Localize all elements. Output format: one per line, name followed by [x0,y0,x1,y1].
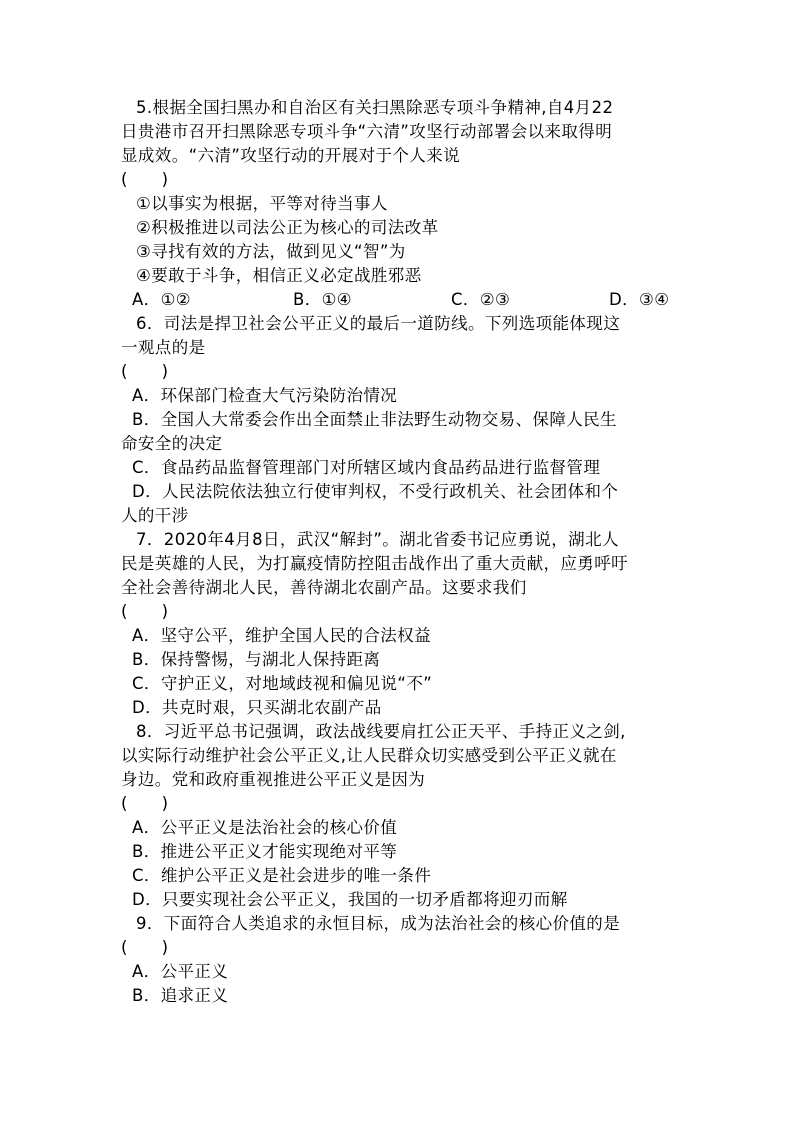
question-stem-line: 9．下面符合人类追求的永恒目标，成为法治社会的核心价值的是 [136,914,621,933]
question-stem-line: 8．习近平总书记强调，政法战线要肩扛公正天平、手持正义之剑, [136,722,626,741]
question-stem-line: 一观点的是 [121,338,206,357]
statement-item: ③寻找有效的方法，做到见义“智”为 [136,242,406,261]
option-b: B．全国人大常委会作出全面禁止非法野生动物交易、保障人民生 [132,410,617,429]
question-stem-line: 日贵港市召开扫黑除恶专项斗争“六清”攻坚行动部署会以来取得明 [121,122,613,141]
option-c: C．守护正义，对地域歧视和偏见说“不” [132,674,433,693]
question-9 [121,912,676,1008]
question-list [121,96,676,1008]
question-stem-line: 以实际行动维护社会公平正义,让人民群众切实感受到公平正义就在 [121,746,617,765]
answer-blank: ( ) [121,362,169,381]
question-5 [121,96,676,312]
option-c: C．②③ [451,290,511,309]
option-a: A．公平正义是法治社会的核心价值 [132,818,398,837]
statement-item: ②积极推进以司法公正为核心的司法改革 [136,218,439,237]
question-stem-line: 全社会善待湖北人民，善待湖北农副产品。这要求我们 [121,578,527,597]
question-stem-line: 显成效。“六清”攻坚行动的开展对于个人来说 [121,146,460,165]
question-stem-line: 民是英雄的人民，为打赢疫情防控阻击战作出了重大贡献，应勇呼吁 [121,554,628,573]
option-b: B．追求正义 [132,986,229,1005]
answer-blank: ( ) [121,602,169,621]
question-6 [121,312,676,528]
statement-item: ④要敢于斗争，相信正义必定战胜邪恶 [136,266,422,285]
option-d: D．共克时艰，只买湖北农副产品 [132,698,382,717]
option-a: A．①② [132,290,191,309]
option-c: C．维护公平正义是社会进步的唯一条件 [132,866,432,885]
question-stem-line: 身边。党和政府重视推进公平正义是因为 [121,770,426,789]
option-d: D．③④ [609,290,670,309]
option-c: C．食品药品监督管理部门对所辖区域内食品药品进行监督管理 [132,458,601,477]
question-stem-line: 6．司法是捍卫社会公平正义的最后一道防线。下列选项能体现这 [136,314,621,333]
answer-blank: ( ) [121,938,169,957]
option-a: A．公平正义 [132,962,229,981]
option-b: B．推进公平正义才能实现绝对平等 [132,842,398,861]
option-b: B．①④ [293,290,353,309]
option-b: B．保持警惕，与湖北人保持距离 [132,650,381,669]
option-d: D．人民法院依法独立行使审判权，不受行政机关、社会团体和个 [132,482,619,501]
question-stem-line: 7．2020年4月8日，武汉“解封”。湖北省委书记应勇说，湖北人 [136,530,619,549]
question-8 [121,720,676,912]
option-a: A．坚守公平，维护全国人民的合法权益 [132,626,431,645]
option-d: D．只要实现社会公平正义，我国的一切矛盾都将迎刃而解 [132,890,568,909]
statement-item: ①以事实为根据，平等对待当事人 [136,194,388,213]
option-b-continuation: 命安全的决定 [121,434,223,453]
answer-blank: ( ) [121,170,169,189]
question-stem-line: 5.根据全国扫黑办和自治区有关扫黑除恶专项斗争精神,自4月22 [136,98,614,117]
options-row [121,288,676,312]
question-7 [121,528,676,720]
option-a: A．环保部门检查大气污染防治情况 [132,386,398,405]
option-d-continuation: 人的干涉 [121,506,189,525]
answer-blank: ( ) [121,794,169,813]
